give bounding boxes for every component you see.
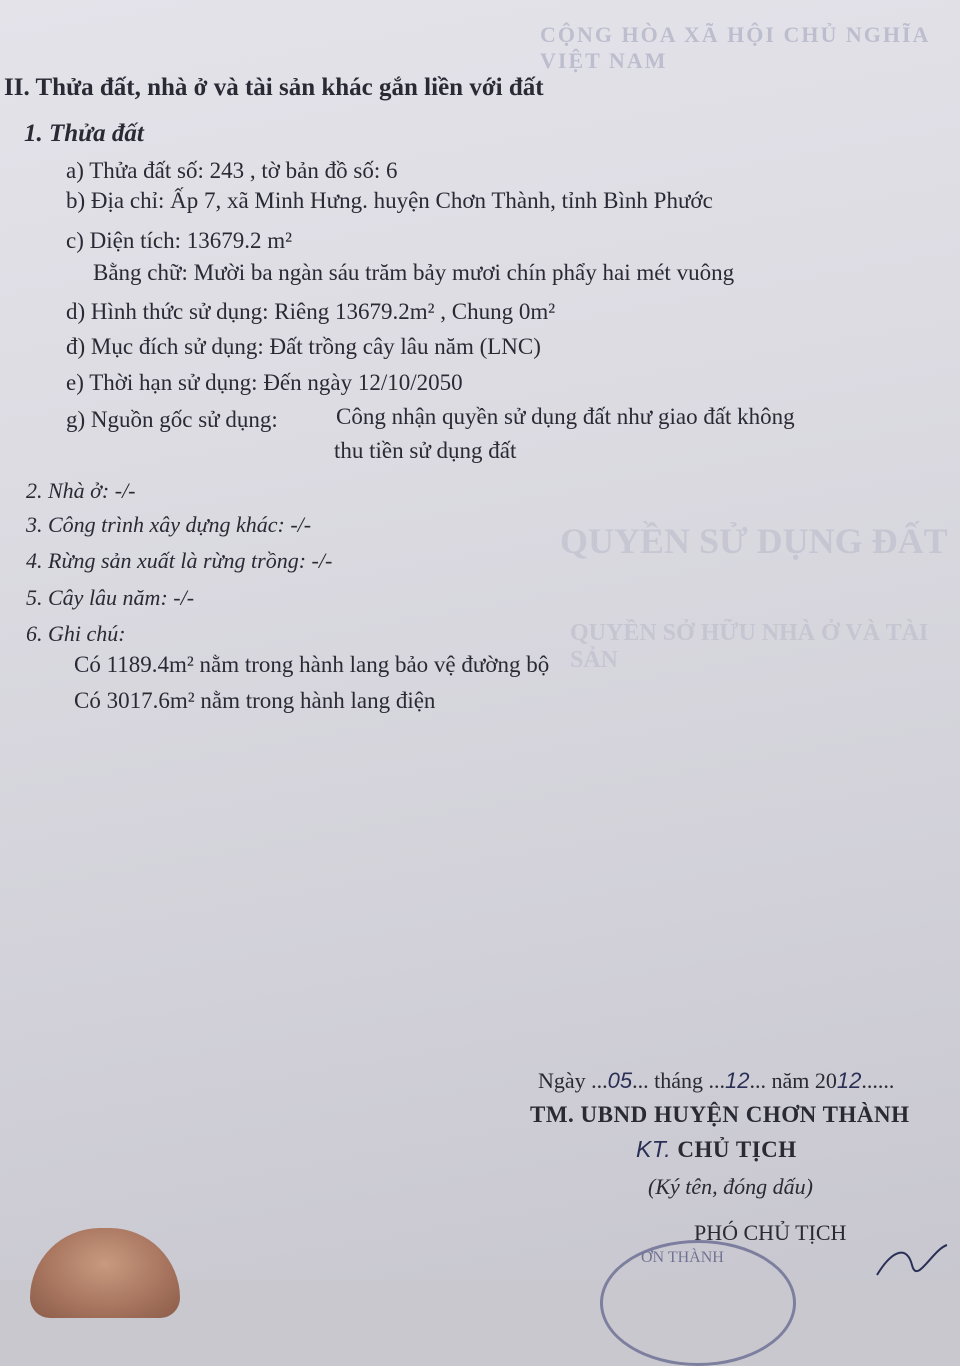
- notes-heading: 6. Ghi chú:: [26, 621, 126, 646]
- land-usage-term: e) Thời hạn sử dụng: Đến ngày 12/10/2050: [66, 370, 463, 395]
- land-parcel-number: a) Thửa đất số: 243 , tờ bản đồ số: 6: [66, 158, 398, 183]
- section-title: II. Thửa đất, nhà ở và tài sản khác gắn liền với đất: [4, 74, 544, 101]
- sign-instruction: (Ký tên, đóng dấu): [648, 1174, 813, 1199]
- seal-text: ƠN THÀNH: [641, 1249, 724, 1266]
- signer-role: [636, 1136, 797, 1163]
- land-origin-line1: Công nhận quyền sử dụng đất như giao đất không: [336, 404, 795, 429]
- deputy-title: PHÓ CHỦ TỊCH: [694, 1220, 847, 1245]
- date-year: 12: [836, 1068, 862, 1093]
- item-perennial: 5. Cây lâu năm: -/-: [26, 585, 195, 610]
- signer-role-prefix: KT.: [636, 1136, 672, 1162]
- date-month-prefix: ... tháng ...: [632, 1068, 726, 1093]
- date-suffix: ......: [861, 1068, 895, 1093]
- bleed-through-text: QUYỀN SỬ DỤNG ĐẤT: [560, 521, 948, 561]
- item-construction: 3. Công trình xây dựng khác: -/-: [26, 512, 312, 537]
- note-1: Có 1189.4m² nằm trong hành lang bảo vệ đường bộ: [74, 652, 550, 677]
- signature-scribble: [872, 1240, 952, 1280]
- land-area-words: Bằng chữ: Mười ba ngàn sáu trăm bảy mươi chín phẩy hai mét vuông: [93, 260, 735, 285]
- official-seal: [600, 1240, 796, 1366]
- item-house: 2. Nhà ở: -/-: [26, 478, 136, 503]
- date-day-prefix: Ngày ...: [538, 1068, 608, 1093]
- note-2: Có 3017.6m² nằm trong hành lang điện: [74, 688, 436, 713]
- date-month: 12: [725, 1068, 750, 1093]
- land-heading: 1. Thửa đất: [24, 120, 144, 147]
- land-usage-form: d) Hình thức sử dụng: Riêng 13679.2m² , Chung 0m²: [66, 299, 556, 324]
- land-origin-line2: thu tiền sử dụng đất: [334, 438, 517, 463]
- land-origin-label: g) Nguồn gốc sử dụng:: [66, 407, 278, 432]
- bleed-through-text: CỘNG HÒA XÃ HỘI CHỦ NGHĨA VIỆT NAM: [540, 22, 930, 73]
- signing-date: [538, 1068, 894, 1094]
- date-day: 05: [607, 1068, 633, 1093]
- land-usage-purpose: đ) Mục đích sử dụng: Đất trồng cây lâu năm (LNC): [66, 334, 541, 359]
- item-forest: 4. Rừng sản xuất là rừng trồng: -/-: [26, 548, 333, 573]
- bleed-through-text: QUYỀN SỞ HỮU NHÀ Ở VÀ TÀI SẢN: [570, 620, 929, 673]
- signer-role-title: CHỦ TỊCH: [677, 1137, 797, 1162]
- land-address: b) Địa chỉ: Ấp 7, xã Minh Hưng. huyện Chơn Thành, tỉnh Bình Phước: [66, 188, 713, 213]
- issuing-authority: TM. UBND HUYỆN CHƠN THÀNH: [530, 1102, 910, 1127]
- land-area: c) Diện tích: 13679.2 m²: [66, 228, 292, 253]
- date-year-prefix: ... năm 20: [749, 1068, 837, 1093]
